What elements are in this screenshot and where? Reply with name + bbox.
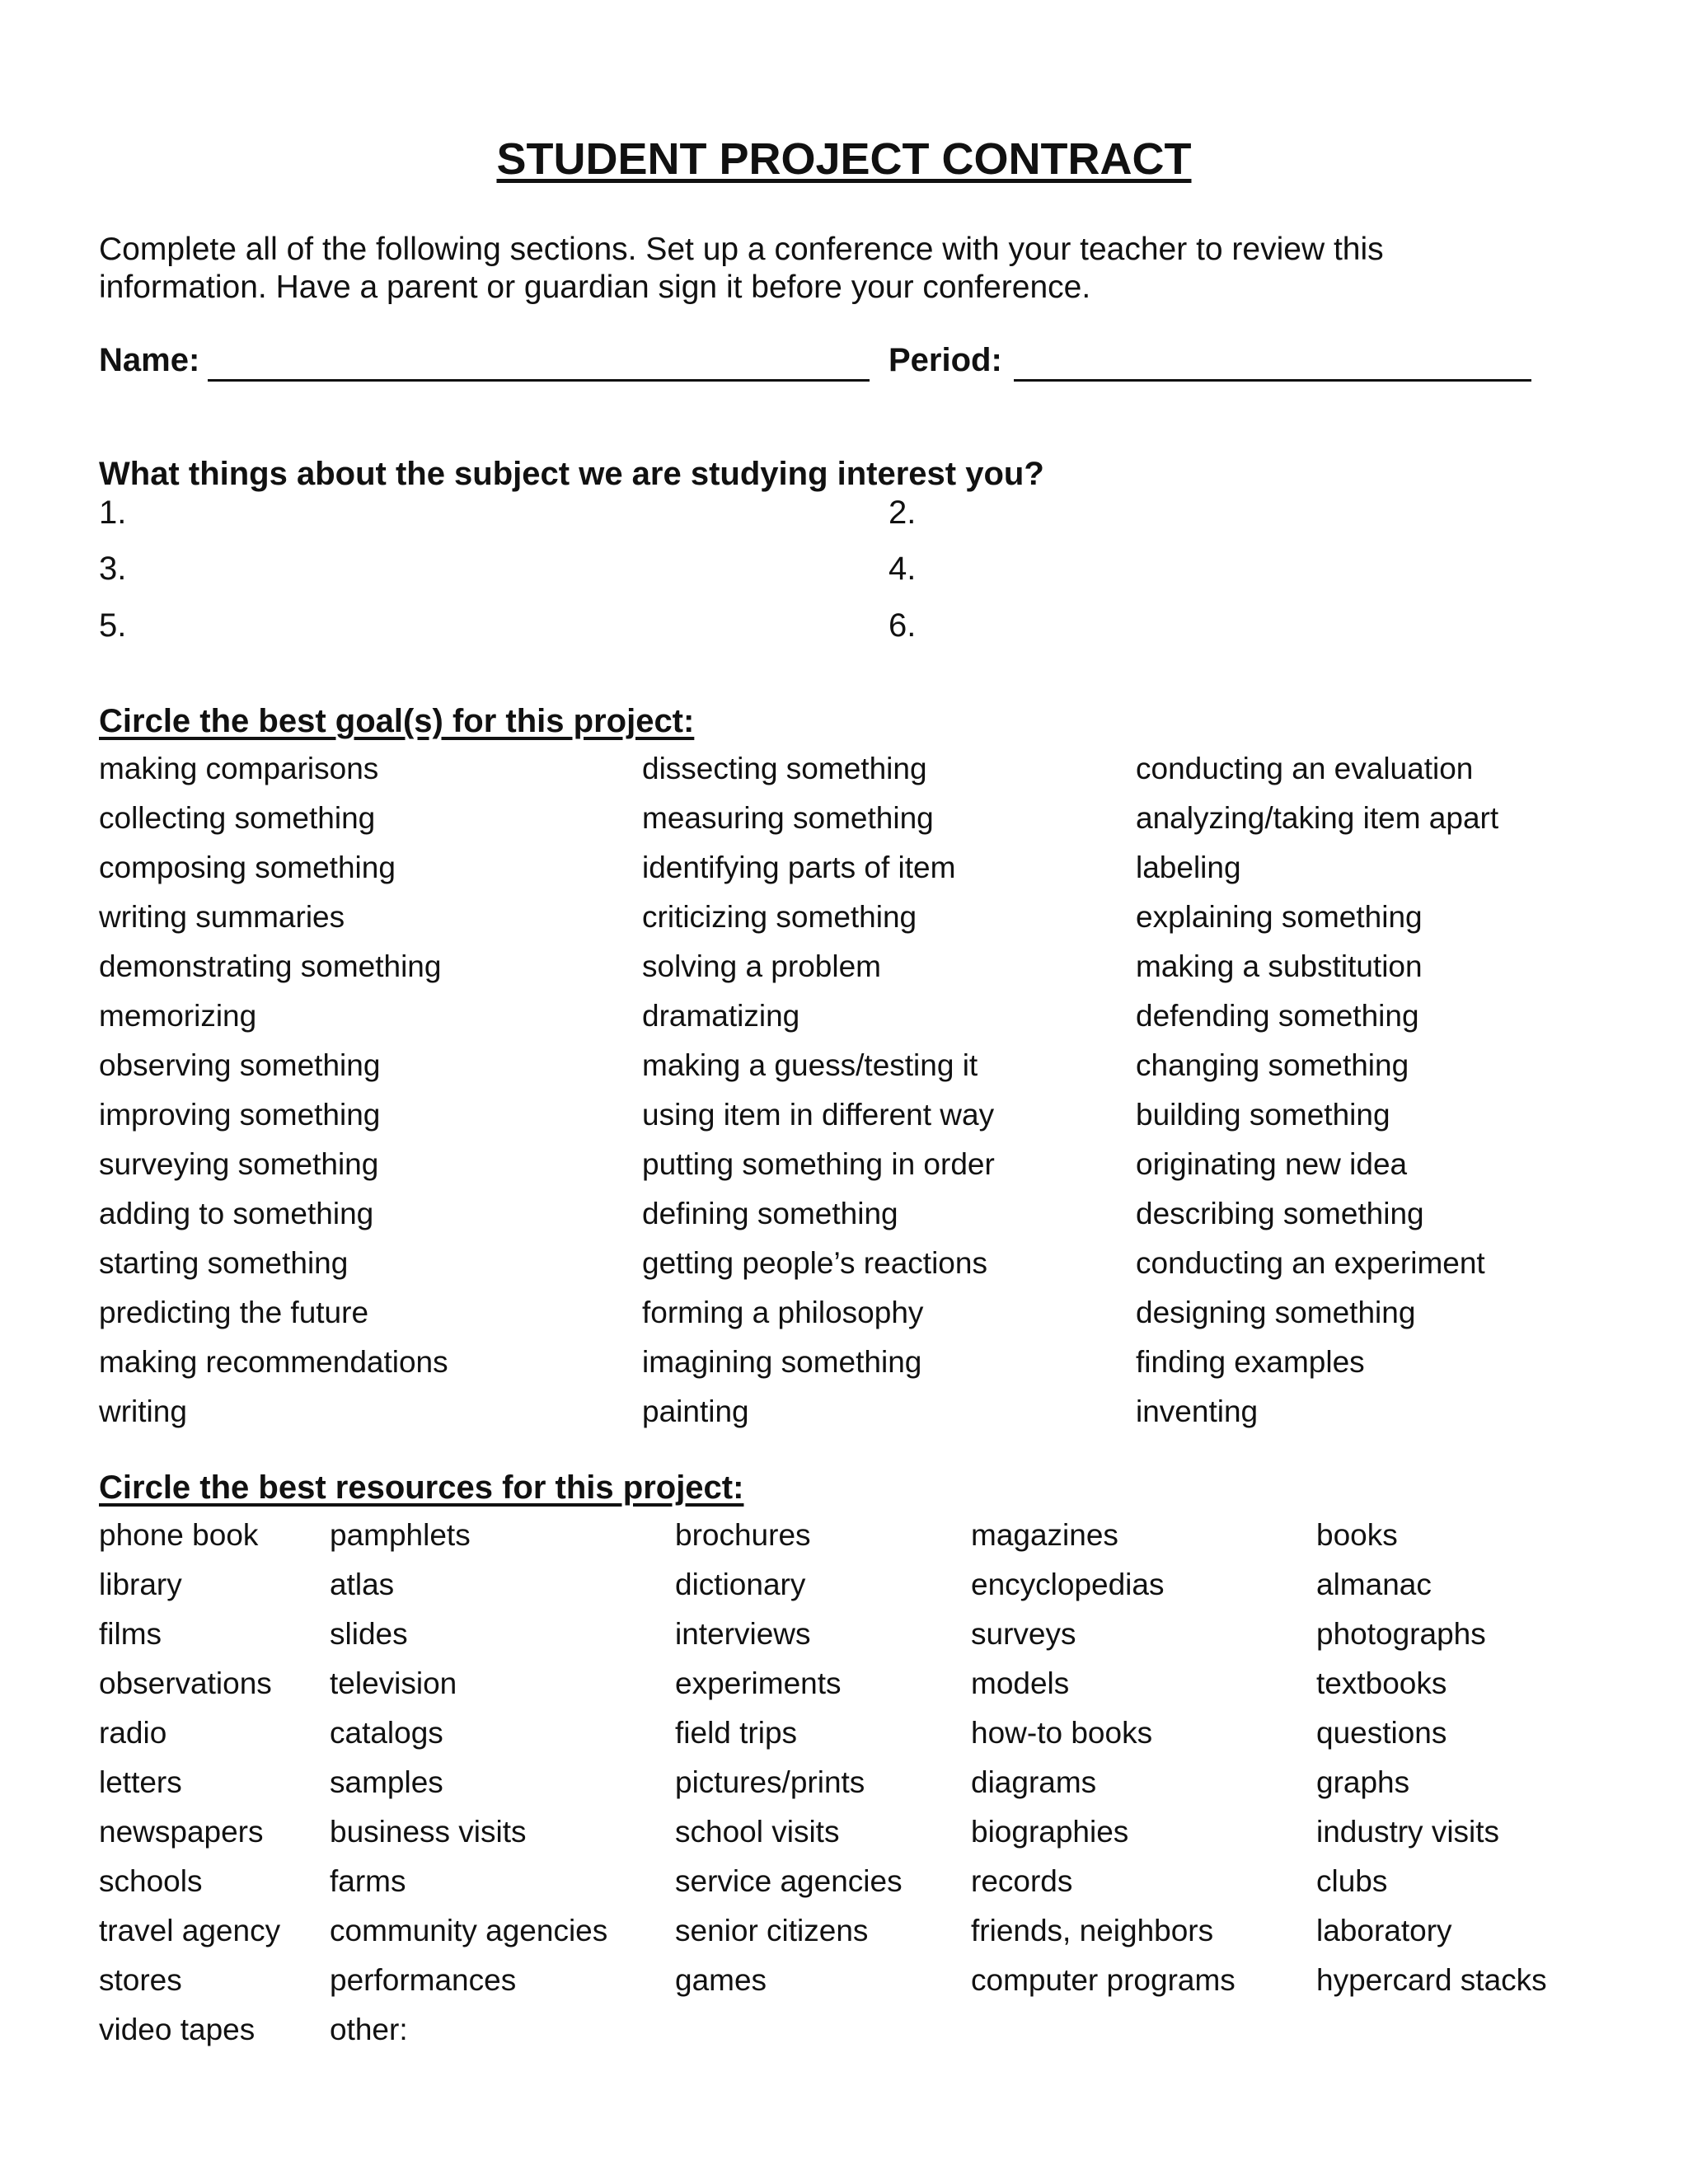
resource-option[interactable]: observations <box>99 1666 272 1700</box>
resources-column-3 <box>675 1511 903 2005</box>
goal-option[interactable]: using item in different way <box>642 1098 995 1132</box>
goal-option[interactable]: writing summaries <box>99 900 345 934</box>
goals-column-1 <box>99 744 448 1436</box>
resource-option[interactable]: industry visits <box>1316 1815 1500 1849</box>
resources-heading: Circle the best resources for this project: <box>99 1469 744 1506</box>
goal-option[interactable]: composing something <box>99 851 396 884</box>
goal-option[interactable]: adding to something <box>99 1197 374 1230</box>
goal-option[interactable]: defending something <box>1136 999 1419 1033</box>
resource-option[interactable]: books <box>1316 1518 1398 1552</box>
goals-column-2 <box>642 744 995 1436</box>
resource-option[interactable]: textbooks <box>1316 1666 1447 1700</box>
resource-option[interactable]: farms <box>330 1864 406 1898</box>
goal-option[interactable]: finding examples <box>1136 1345 1365 1379</box>
resource-option[interactable]: catalogs <box>330 1716 443 1750</box>
resources-column-4 <box>971 1511 1236 2005</box>
goal-option[interactable]: painting <box>642 1394 749 1428</box>
resource-option[interactable]: schools <box>99 1864 203 1898</box>
resources-column-1 <box>99 1511 280 2055</box>
goal-option[interactable]: memorizing <box>99 999 257 1033</box>
resource-option[interactable]: atlas <box>330 1568 395 1601</box>
instructions-line-2: information. Have a parent or guardian sign it before your conference. <box>99 269 1091 305</box>
goal-option[interactable]: predicting the future <box>99 1296 369 1329</box>
resource-option[interactable]: dictionary <box>675 1568 806 1601</box>
goal-option[interactable]: making comparisons <box>99 752 379 785</box>
goal-option[interactable]: demonstrating something <box>99 949 442 983</box>
resource-option[interactable]: encyclopedias <box>971 1568 1165 1601</box>
goal-option[interactable]: changing something <box>1136 1048 1409 1082</box>
goal-option[interactable]: originating new idea <box>1136 1147 1408 1181</box>
goal-option[interactable]: identifying parts of item <box>642 851 956 884</box>
page-title: STUDENT PROJECT CONTRACT <box>496 134 1192 184</box>
resource-option[interactable]: field trips <box>675 1716 798 1750</box>
goal-option[interactable]: making recommendations <box>99 1345 448 1379</box>
period-label: Period: <box>889 342 1002 378</box>
goal-option[interactable]: solving a problem <box>642 949 881 983</box>
resource-option[interactable]: pamphlets <box>330 1518 471 1552</box>
resource-option[interactable]: games <box>675 1963 767 1997</box>
name-label: Name: <box>99 342 200 378</box>
resource-option[interactable]: television <box>330 1666 457 1700</box>
resource-option[interactable]: interviews <box>675 1617 811 1651</box>
resource-option[interactable]: computer programs <box>971 1963 1236 1997</box>
period-blank-line[interactable] <box>1014 379 1531 382</box>
resource-option[interactable]: how-to books <box>971 1716 1153 1750</box>
goal-option[interactable]: defining something <box>642 1197 898 1230</box>
resource-option[interactable]: stores <box>99 1963 182 1997</box>
resource-option[interactable]: friends, neighbors <box>971 1914 1214 1947</box>
resource-option[interactable]: hypercard stacks <box>1316 1963 1547 1997</box>
interest-number: 6. <box>889 607 917 644</box>
resource-option[interactable]: samples <box>330 1765 443 1799</box>
goal-option[interactable]: collecting something <box>99 801 376 835</box>
resource-option[interactable]: letters <box>99 1765 182 1799</box>
goal-option[interactable]: inventing <box>1136 1394 1259 1428</box>
goal-option[interactable]: putting something in order <box>642 1147 995 1181</box>
goal-option[interactable]: making a substitution <box>1136 949 1423 983</box>
interest-number: 4. <box>889 551 917 587</box>
resource-option[interactable]: video tapes <box>99 2013 256 2046</box>
goal-option[interactable]: making a guess/testing it <box>642 1048 978 1082</box>
goal-option[interactable]: writing <box>99 1394 187 1428</box>
resource-option[interactable]: films <box>99 1617 162 1651</box>
resource-option[interactable]: models <box>971 1666 1070 1700</box>
goal-option[interactable]: designing something <box>1136 1296 1416 1329</box>
resource-option[interactable]: slides <box>330 1617 408 1651</box>
resource-option[interactable]: experiments <box>675 1666 842 1700</box>
resource-option[interactable]: radio <box>99 1716 167 1750</box>
resources-column-5 <box>1316 1511 1547 2005</box>
resource-option[interactable]: graphs <box>1316 1765 1410 1799</box>
goal-option[interactable]: describing something <box>1136 1197 1424 1230</box>
goal-option[interactable]: building something <box>1136 1098 1390 1132</box>
goal-option[interactable]: criticizing something <box>642 900 917 934</box>
resource-option[interactable]: service agencies <box>675 1864 903 1898</box>
goals-heading: Circle the best goal(s) for this project: <box>99 703 695 739</box>
goal-option[interactable]: labeling <box>1136 851 1241 884</box>
goal-option[interactable]: observing something <box>99 1048 381 1082</box>
resource-option[interactable]: travel agency <box>99 1914 281 1947</box>
goal-option[interactable]: dramatizing <box>642 999 800 1033</box>
resource-option[interactable]: senior citizens <box>675 1914 869 1947</box>
goal-option[interactable]: measuring something <box>642 801 934 835</box>
goal-option[interactable]: conducting an experiment <box>1136 1246 1485 1280</box>
interest-number: 5. <box>99 607 127 644</box>
resource-option[interactable]: diagrams <box>971 1765 1097 1799</box>
instructions-line-1: Complete all of the following sections. Set up a conference with your teacher to review this <box>99 232 1384 267</box>
resource-option[interactable]: brochures <box>675 1518 811 1552</box>
name-blank-line[interactable] <box>208 379 870 382</box>
goal-option[interactable]: improving something <box>99 1098 381 1132</box>
resource-option[interactable]: clubs <box>1316 1864 1388 1898</box>
resource-option[interactable]: questions <box>1316 1716 1447 1750</box>
resource-option[interactable]: biographies <box>971 1815 1129 1849</box>
goal-option[interactable]: dissecting something <box>642 752 927 785</box>
resource-option[interactable]: school visits <box>675 1815 840 1849</box>
goal-option[interactable]: surveying something <box>99 1147 379 1181</box>
goal-option[interactable]: forming a philosophy <box>642 1296 924 1329</box>
goal-option[interactable]: getting people’s reactions <box>642 1246 987 1280</box>
resource-option[interactable]: magazines <box>971 1518 1118 1552</box>
goal-option[interactable]: analyzing/taking item apart <box>1136 801 1499 835</box>
resource-option[interactable]: surveys <box>971 1617 1076 1651</box>
goal-option[interactable]: imagining something <box>642 1345 922 1379</box>
interest-number: 2. <box>889 494 917 531</box>
resource-option[interactable]: laboratory <box>1316 1914 1452 1947</box>
interest-number: 1. <box>99 494 127 531</box>
resource-option[interactable]: records <box>971 1864 1073 1898</box>
resource-option[interactable]: performances <box>330 1963 517 1997</box>
resource-option[interactable]: community agencies <box>330 1914 608 1947</box>
goal-option[interactable]: explaining something <box>1136 900 1423 934</box>
goal-option[interactable]: starting something <box>99 1246 349 1280</box>
goal-option[interactable]: conducting an evaluation <box>1136 752 1474 785</box>
resource-option[interactable]: phone book <box>99 1518 259 1552</box>
goals-column-3 <box>1136 744 1498 1436</box>
resource-option[interactable]: business visits <box>330 1815 527 1849</box>
interests-question: What things about the subject we are studying interest you? <box>99 456 1044 492</box>
resource-option[interactable]: photographs <box>1316 1617 1486 1651</box>
interest-number: 3. <box>99 551 127 587</box>
resource-option[interactable]: pictures/prints <box>675 1765 865 1799</box>
resource-option[interactable]: newspapers <box>99 1815 264 1849</box>
resource-option[interactable]: other: <box>330 2013 408 2046</box>
resource-option[interactable]: library <box>99 1568 182 1601</box>
resources-column-2 <box>330 1511 607 2055</box>
instructions <box>99 231 1599 307</box>
resource-option[interactable]: almanac <box>1316 1568 1432 1601</box>
